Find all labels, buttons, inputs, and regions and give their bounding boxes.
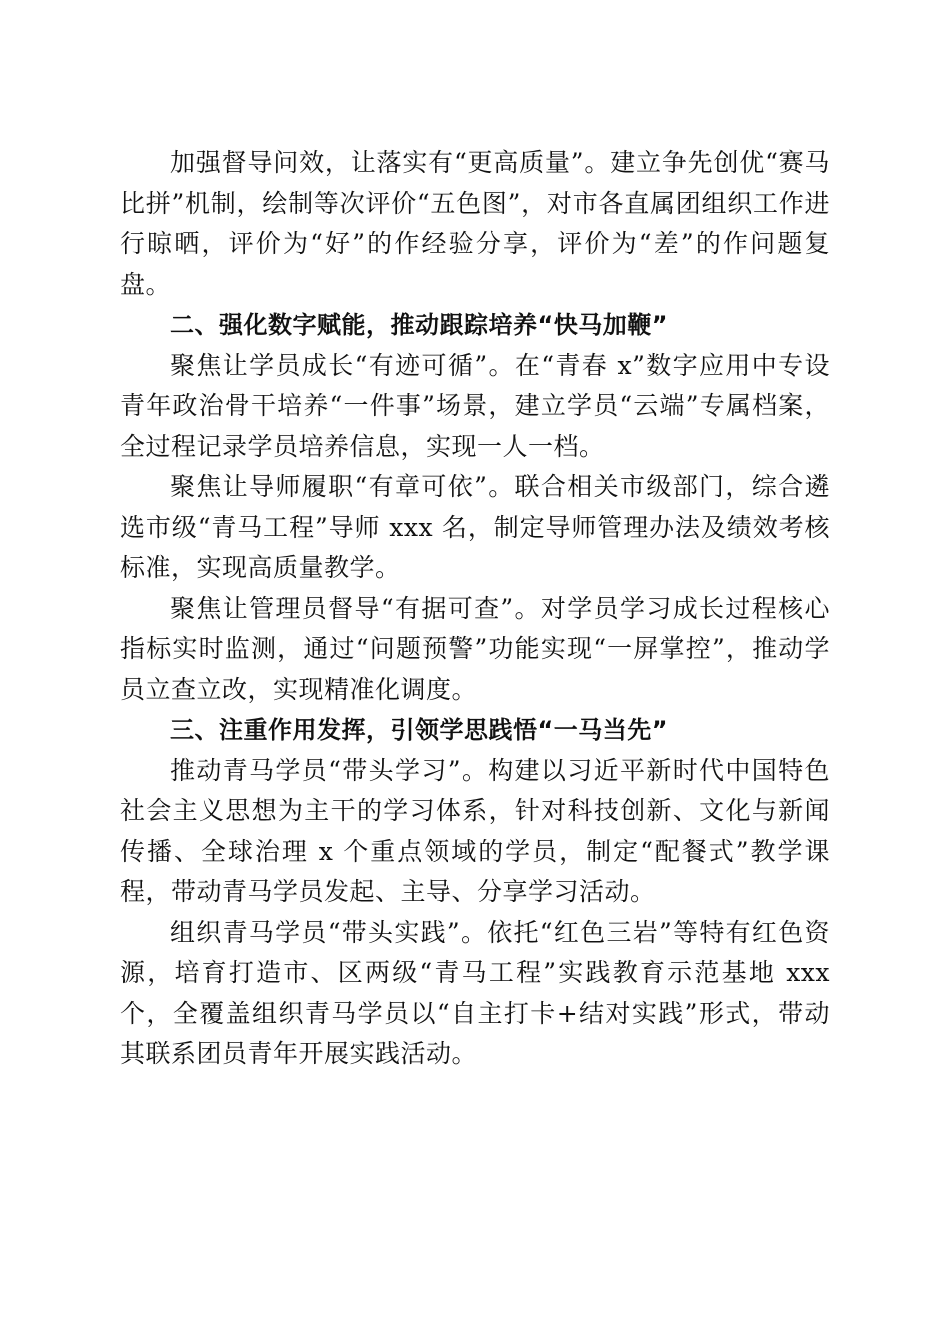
paragraph-admin-supervision: 聚焦让管理员督导“有据可查”。对学员学习成长过程核心指标实时监测，通过“问题预警”功能实现“一屏掌控”，推动学员立查立改，实现精准化调度。 — [120, 593, 830, 704]
section-heading-3: 三、注重作用发挥，引领学思践悟“一马当先” — [170, 716, 669, 744]
paragraph-supervision: 加强督导问效，让落实有“更高质量”。建立争先创优“赛马比拼”机制，绘制等次评价“五色图”，对市各直属团组织工作进行晾晒，评价为“好”的作经验分享，评价为“差”的作问题复盘。 — [120, 148, 830, 299]
document-body — [120, 143, 830, 1075]
paragraph-lead-practice: 组织青马学员“带头实践”。依托“红色三岩”等特有红色资源，培育打造市、区两级“青马工程”实践教育示范基地 xxx 个，全覆盖组织青马学员以“自主打卡+结对实践”形式，带动其联系团员青年开展实践活动。 — [120, 917, 830, 1068]
section-heading-2: 二、强化数字赋能，推动跟踪培养“快马加鞭” — [170, 311, 669, 339]
paragraph-student-growth: 聚焦让学员成长“有迹可循”。在“青春 x”数字应用中专设青年政治骨干培养“一件事”场景，建立学员“云端”专属档案，全过程记录学员培养信息，实现一人一档。 — [120, 350, 830, 461]
paragraph-mentor-duties: 聚焦让导师履职“有章可依”。联合相关市级部门，综合遴选市级“青马工程”导师 xxx 名，制定导师管理办法及绩效考核标准，实现高质量教学。 — [120, 472, 830, 582]
paragraph-lead-learning: 推动青马学员“带头学习”。构建以习近平新时代中国特色社会主义思想为主干的学习体系，针对科技创新、文化与新闻传播、全球治理 x 个重点领域的学员，制定“配餐式”教学课程，带动青马学员发起、主导、分享学习活动。 — [120, 755, 830, 906]
